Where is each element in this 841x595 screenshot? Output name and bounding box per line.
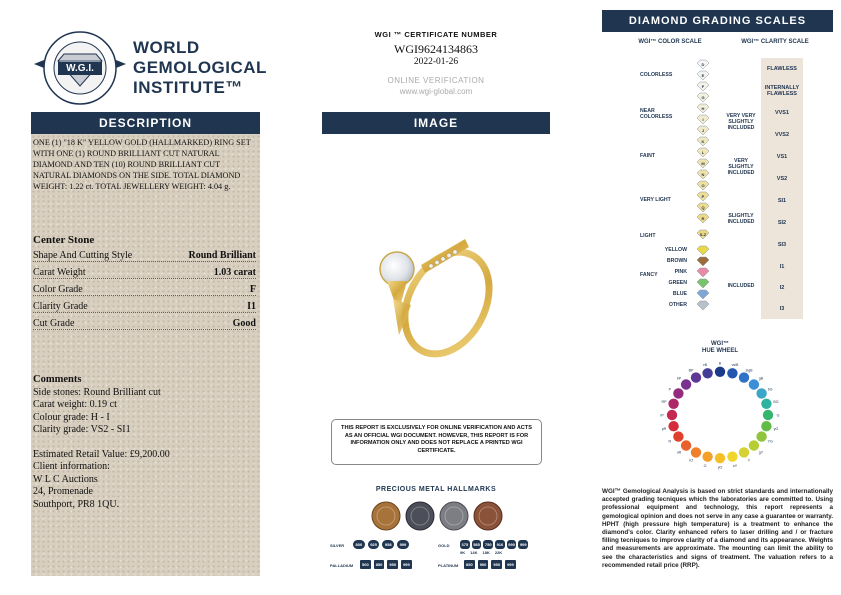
color-letters xyxy=(694,58,712,238)
hue-dot xyxy=(681,379,691,389)
hue-dot xyxy=(668,421,678,431)
hue-dot xyxy=(667,410,677,420)
certificate-number: WGI9624134863 xyxy=(394,42,478,56)
comments-title: Comments xyxy=(33,374,82,385)
color-letter: S-Z xyxy=(699,232,707,237)
fancy-gem xyxy=(697,246,709,255)
footer-disclaimer: WGI™ Gemological Analysis is based on strict standards and internationally accepted grading tecniques which the laboratories are committed to. Using professional equipment and technology, this report represents a gemological opinion and does not serve in any case a guarantee or warranty. HPHT (high pressure high temperature) is a treatment to enhance the diamond's color. Clarity enhanced refers to laser drilling and / or fracture filling tecniques to improve clarity of a diamond and its appearance. Weights and measurements are approximate. The mounting can limit the ability to see the characteristics and signs of treatment. The valuation refers to a recommended retail price (RRP). xyxy=(602,488,833,569)
description-text: ONE (1) "18 K" YELLOW GOLD (HALLMARKED) RING SET WITH ONE (1) ROUND BRILLIANT CUT NATURAL DIAMOND AND TEN (10) ROUND BRILLIANT CUT NATURAL DIAMONDS ON THE SIDE. TOTAL DIAMOND WEIGHT: 1.22 ct. TOTAL JEWELLERY WEIGHT: 4.04 g. xyxy=(33,138,251,191)
grading-scales-heading: DIAMOND GRADING SCALES xyxy=(602,10,833,32)
fancy-color-label: BROWN xyxy=(666,258,687,264)
color-letter: O xyxy=(701,183,705,188)
spec-row-carat xyxy=(33,262,256,279)
spec-label: Carat Weight xyxy=(33,267,86,278)
fancy-label: FANCY xyxy=(640,272,658,278)
logo-line-3: INSTITUTE™ xyxy=(133,78,243,97)
clarity-grade: SI3 xyxy=(761,234,803,257)
logo-line-2: GEMOLOGICAL xyxy=(133,58,267,77)
hue-dot xyxy=(749,440,759,450)
hue-dot xyxy=(691,447,701,457)
spec-label: Cut Grade xyxy=(33,318,75,329)
fancy-gem xyxy=(697,257,709,266)
hue-dot xyxy=(715,453,725,463)
karat-label: 9K xyxy=(460,550,466,555)
verification-notice: THIS REPORT IS EXCLUSIVELY FOR ONLINE VERIFICATION AND ACTS AS AN OFFICIAL WGI DOCUMENT. HOWEVER, THIS REPORT IS FOR INFORMATION ONLY AND DOES NOT REPLACE A PRINTED WGI CERTIFICATE. xyxy=(331,419,542,465)
spec-row-shape xyxy=(33,245,256,262)
client-line: 24, Promenade xyxy=(33,486,93,497)
hue-label: slgB xyxy=(745,368,753,373)
color-letter: D xyxy=(701,62,705,67)
image-heading: IMAGE xyxy=(322,112,550,134)
silver-stamps xyxy=(353,540,409,549)
comment-line: Carat weight: 0.19 ct xyxy=(33,399,117,410)
center-stone-title: Center Stone xyxy=(33,234,95,246)
clarity-grade: VS2 xyxy=(761,168,803,191)
hue-dot xyxy=(763,410,773,420)
client-line: W L C Auctions xyxy=(33,473,98,485)
hue-label: gB xyxy=(758,376,764,381)
clarity-scale-title: WGI™ CLARITY SCALE xyxy=(741,39,809,45)
color-letter: R xyxy=(701,216,705,221)
color-scale-title: WGI™ COLOR SCALE xyxy=(638,39,702,45)
color-letter: J xyxy=(701,128,705,133)
hue-label: BP xyxy=(688,368,694,373)
color-letter: L xyxy=(701,150,705,155)
color-group-label: LIGHT xyxy=(640,233,656,239)
hue-label: yG xyxy=(773,427,779,431)
clarity-grade: I3 xyxy=(761,298,803,320)
stamp: 925 xyxy=(368,540,380,549)
stamp: 950 xyxy=(389,562,397,567)
comment-line: Clarity grade: VS2 - SI1 xyxy=(33,424,131,435)
spec-value: I1 xyxy=(247,301,256,312)
color-letter: M xyxy=(701,161,705,166)
hallmark-coins xyxy=(370,500,510,532)
silver-label: SILVER xyxy=(330,543,345,548)
spec-value: Good xyxy=(232,318,256,329)
palladium-stamps xyxy=(360,560,412,569)
hue-dot xyxy=(756,431,766,441)
gold-stamps xyxy=(460,540,528,549)
stamp: 999 xyxy=(507,562,514,567)
hue-label: yO xyxy=(717,465,723,470)
color-letter: Q xyxy=(701,205,705,210)
retail-value: Estimated Retail Value: £9,200.00 xyxy=(33,448,170,460)
stamp: 375 xyxy=(461,542,469,547)
fancy-color-label: YELLOW xyxy=(664,247,687,253)
color-letter: P xyxy=(701,194,705,199)
clarity-grade: I2 xyxy=(761,277,803,299)
clarity-grade: VVS1 xyxy=(761,102,803,125)
stamp: 999 xyxy=(519,542,527,547)
logo-wordmark xyxy=(133,38,273,98)
comments-block xyxy=(33,374,258,511)
hue-dot xyxy=(739,372,749,382)
client-line: Southport, PR8 1QU. xyxy=(33,498,120,510)
hue-label: vB xyxy=(702,363,708,368)
stamp: 500 xyxy=(362,562,369,567)
clarity-grade: VVS2 xyxy=(761,124,803,147)
hue-label: O xyxy=(703,463,707,468)
online-verification-url[interactable]: www.wgi-global.com xyxy=(399,87,473,96)
color-group-label: VERY LIGHT xyxy=(640,197,671,203)
karat-label: 18K xyxy=(482,550,490,555)
stamp: 850 xyxy=(466,562,473,567)
fancy-color-label: OTHER xyxy=(668,302,687,308)
hue-dot xyxy=(681,440,691,450)
hue-dot xyxy=(727,452,737,462)
hue-label: B xyxy=(718,361,722,366)
palladium-label: PALLADIUM xyxy=(330,563,354,568)
hue-label: R xyxy=(668,439,672,444)
clarity-grade: VS1 xyxy=(761,146,803,169)
stamp: 950 xyxy=(493,562,501,567)
color-group-label: COLORLESS xyxy=(640,72,673,78)
gold-label: GOLD xyxy=(438,543,450,548)
platinum-label: PLATINUM xyxy=(438,563,459,568)
fancy-gem xyxy=(697,290,709,299)
wgi-logo xyxy=(30,28,130,108)
hue-label: bG xyxy=(767,387,773,392)
color-letter: H xyxy=(701,106,705,111)
hue-wheel xyxy=(645,355,795,475)
comment-line: Colour grade: H - I xyxy=(33,411,110,423)
color-group-label: FAINT xyxy=(640,153,655,159)
comment-line: Side stones: Round Brilliant cut xyxy=(33,386,161,398)
hue-label: vslB xyxy=(731,363,739,368)
hue-dot xyxy=(761,421,771,431)
fancy-gem xyxy=(697,268,709,277)
color-letter: E xyxy=(701,73,705,78)
clarity-grade: FLAWLESS xyxy=(761,58,803,81)
hue-label: RP xyxy=(661,400,667,404)
spec-row-clarity xyxy=(33,296,256,313)
clarity-group-label: VERY SLIGHTLY INCLUDED xyxy=(727,158,755,176)
spec-label: Color Grade xyxy=(33,284,83,295)
hue-label: gY xyxy=(758,450,764,455)
spec-value: 1.03 carat xyxy=(213,267,256,278)
certificate-label: WGI ™ CERTIFICATE NUMBER xyxy=(374,30,498,39)
online-verification-label: ONLINE VERIFICATION xyxy=(387,76,485,85)
hue-label: BG xyxy=(773,400,779,404)
ring-image xyxy=(365,225,505,365)
hue-label: rO xyxy=(689,458,693,463)
hue-dot xyxy=(702,368,712,378)
clarity-grade: INTERNALLY FLAWLESS xyxy=(761,80,803,103)
stamp: 750 xyxy=(484,542,492,547)
hue-title-line-2: HUE WHEEL xyxy=(702,348,738,354)
fancy-color-label: BLUE xyxy=(672,291,687,297)
clarity-grade: SI1 xyxy=(761,190,803,213)
hallmark-stamps xyxy=(330,540,545,580)
hue-dot xyxy=(668,399,678,409)
hue-dot xyxy=(673,388,683,398)
clarity-grade: I1 xyxy=(761,256,803,278)
platinum-stamps xyxy=(464,560,516,569)
fancy-color-label: PINK xyxy=(674,269,687,275)
stamp: 916 xyxy=(496,542,504,547)
stamp: 990 xyxy=(508,542,515,547)
spec-row-cut xyxy=(33,313,256,330)
hue-label: rP xyxy=(660,413,664,418)
spec-label: Clarity Grade xyxy=(33,301,88,312)
hue-label: pR xyxy=(661,427,667,431)
fancy-gem xyxy=(697,279,709,288)
hue-dot xyxy=(673,431,683,441)
stamp: 585 xyxy=(473,542,480,547)
stamp: 999 xyxy=(403,562,410,567)
spec-row-color xyxy=(33,279,256,296)
stamp: 958 xyxy=(382,540,394,549)
hue-dot xyxy=(691,372,701,382)
stamp: 900 xyxy=(479,562,487,567)
client-line: Client information: xyxy=(33,461,110,472)
hue-label: G xyxy=(776,413,780,418)
stamp: 800 xyxy=(353,540,365,549)
karat-label: 14K xyxy=(470,550,478,555)
color-group-label: NEAR COLORLESS xyxy=(640,108,673,120)
hue-label: oR xyxy=(676,450,682,455)
hue-label: bP xyxy=(676,376,682,381)
fancy-color-label: GREEN xyxy=(668,280,687,286)
color-letter: K xyxy=(701,139,705,144)
clarity-grade: SI2 xyxy=(761,212,803,235)
karat-label: 22K xyxy=(494,550,503,555)
clarity-group-label: VERY VERY SLIGHTLY INCLUDED xyxy=(726,113,756,131)
hue-label: Y xyxy=(747,458,751,463)
hue-dot xyxy=(739,447,749,457)
clarity-group-label: SLIGHTLY INCLUDED xyxy=(727,213,755,225)
stamp: 850 xyxy=(375,562,383,567)
hue-label: oY xyxy=(732,463,738,468)
logo-line-1: WORLD xyxy=(133,38,200,57)
clarity-group-label: INCLUDED xyxy=(727,283,755,289)
spec-label: Shape And Cutting Style xyxy=(33,250,133,261)
hue-title-line-1: WGI™ xyxy=(711,341,729,347)
hue-dot xyxy=(727,368,737,378)
hue-wheel-title xyxy=(660,341,780,355)
color-letter: F xyxy=(701,84,705,89)
hue-dot xyxy=(761,399,771,409)
hue-dot xyxy=(749,379,759,389)
hue-label: P xyxy=(668,387,672,392)
fancy-gem xyxy=(697,301,709,310)
color-letter: I xyxy=(702,117,704,122)
spec-value: F xyxy=(249,284,256,295)
gold-karats xyxy=(460,550,502,555)
hue-label: YG xyxy=(767,439,773,444)
stamp: 999 xyxy=(397,540,409,549)
spec-value: Round Brilliant xyxy=(188,250,256,261)
hue-dot xyxy=(715,367,725,377)
hue-dot xyxy=(756,388,766,398)
color-letter: G xyxy=(701,95,705,100)
color-letter: N xyxy=(701,172,705,177)
seal-text: W.G.I. xyxy=(66,63,94,74)
hallmarks-title: PRECIOUS METAL HALLMARKS xyxy=(375,486,497,493)
description-heading: DESCRIPTION xyxy=(31,112,260,134)
certificate-date: 2022-01-26 xyxy=(413,57,459,67)
hue-dot xyxy=(702,452,712,462)
